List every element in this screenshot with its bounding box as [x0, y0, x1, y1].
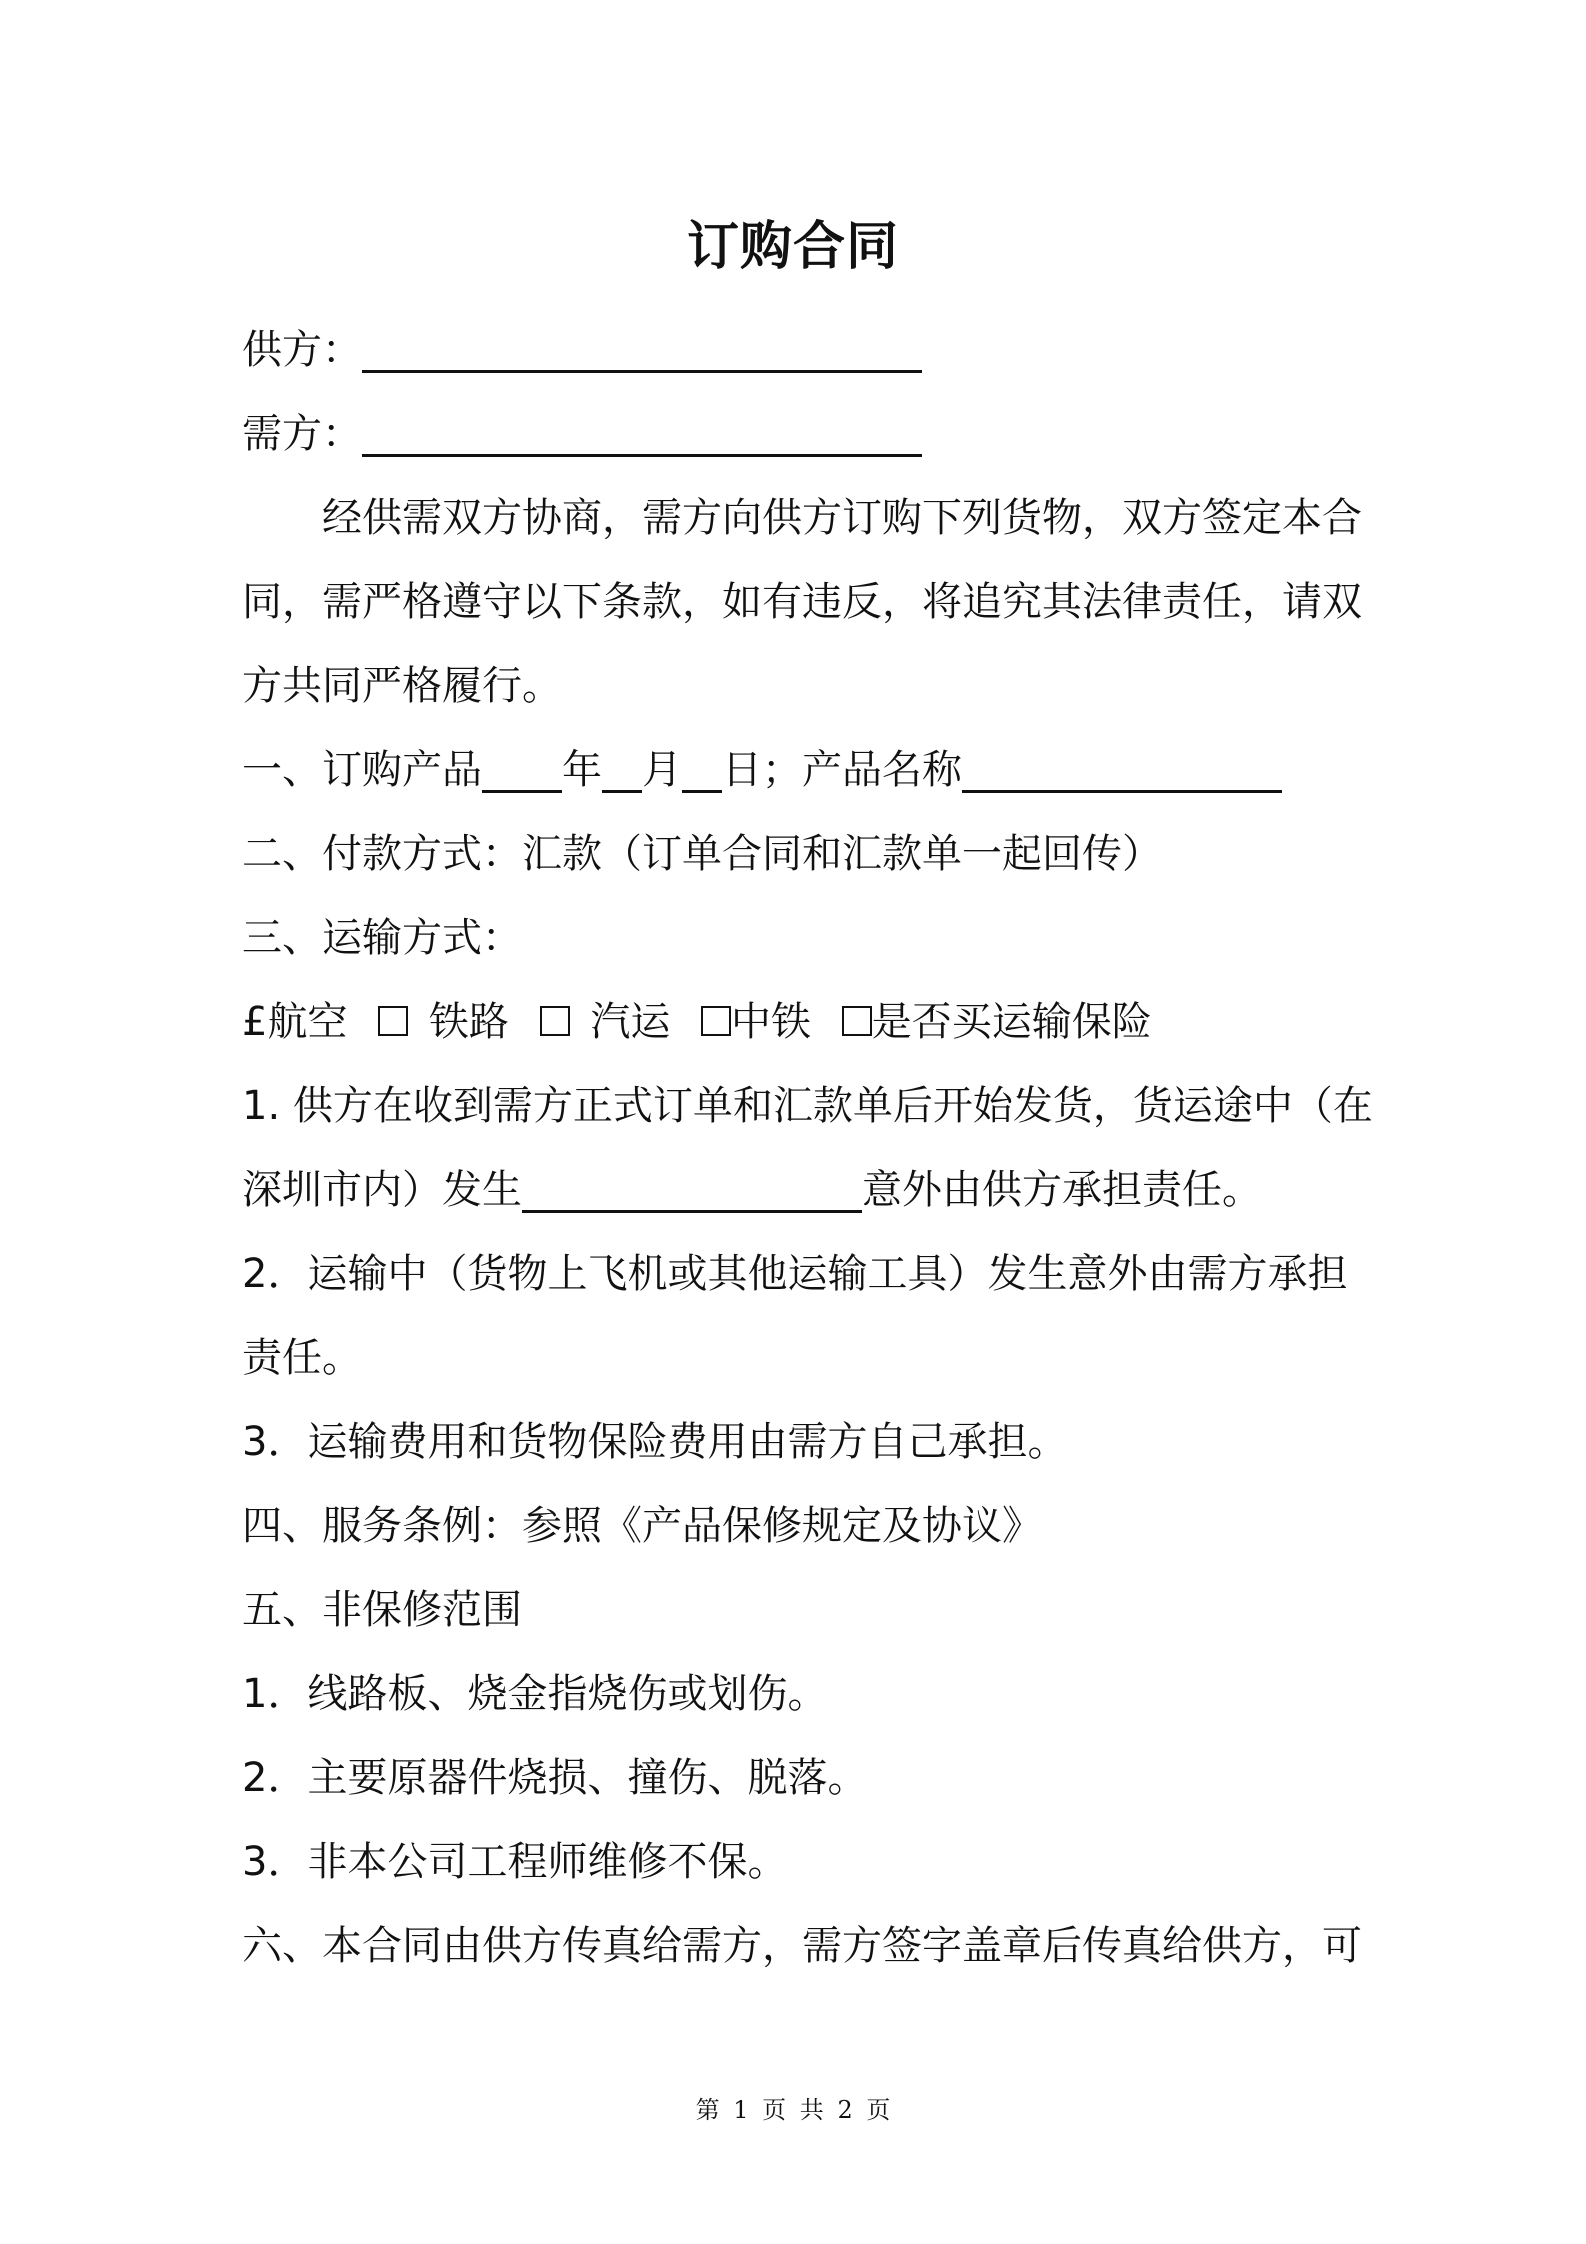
intro-line-3: 方共同严格履行。 — [242, 663, 562, 709]
buyer-line — [242, 402, 1362, 466]
air-option-label: £航空 — [242, 999, 348, 1045]
page-footer: 第 1 页 共 2 页 — [695, 2096, 891, 2124]
zhongtie-option-label: 中铁 — [731, 999, 812, 1045]
clause-3-1-line-2 — [242, 1158, 1362, 1222]
supplier-blank[interactable] — [362, 324, 922, 373]
month-label: 月 — [642, 747, 682, 793]
clause-5-3: 3．非本公司工程师维修不保。 — [242, 1839, 788, 1885]
section-4: 四、服务条例：参照《产品保修规定及协议》 — [242, 1503, 1042, 1549]
clause-3-1-prefix: 深圳市内）发生 — [242, 1167, 522, 1213]
order-year-blank[interactable] — [482, 744, 562, 793]
supplier-label: 供方： — [242, 327, 362, 373]
section-2: 二、付款方式：汇款（订单合同和汇款单一起回传） — [242, 831, 1162, 877]
section-1 — [242, 738, 1362, 802]
bus-option-label: 汽运 — [590, 999, 671, 1045]
insurance-checkbox[interactable] — [842, 1006, 872, 1036]
clause-5-2: 2．主要原器件烧损、撞伤、脱落。 — [242, 1755, 868, 1801]
document-title: 订购合同 — [686, 217, 899, 277]
clause-3-2-line-2: 责任。 — [242, 1335, 362, 1381]
product-name-blank[interactable] — [962, 744, 1282, 793]
bus-checkbox[interactable] — [540, 1006, 570, 1036]
buyer-blank[interactable] — [362, 408, 922, 457]
section-3: 三、运输方式： — [242, 915, 522, 961]
zhongtie-checkbox[interactable] — [701, 1006, 731, 1036]
insurance-option-label: 是否买运输保险 — [871, 999, 1152, 1045]
clause-3-3: 3．运输费用和货物保险费用由需方自己承担。 — [242, 1419, 1068, 1465]
year-label: 年 — [562, 747, 602, 793]
section-5: 五、非保修范围 — [242, 1587, 522, 1633]
buyer-label: 需方： — [242, 411, 362, 457]
intro-line-2: 同，需严格遵守以下条款，如有违反，将追究其法律责任，请双 — [242, 579, 1362, 625]
railway-checkbox[interactable] — [378, 1006, 408, 1036]
transport-options — [242, 990, 1362, 1054]
order-day-blank[interactable] — [682, 744, 722, 793]
section-1-prefix: 一、订购产品 — [242, 747, 482, 793]
clause-3-2-line-1: 2．运输中（货物上飞机或其他运输工具）发生意外由需方承担 — [242, 1251, 1348, 1297]
day-product-label: 日；产品名称 — [722, 747, 962, 793]
accident-blank[interactable] — [522, 1164, 862, 1213]
supplier-line — [242, 318, 1362, 382]
intro-line-1: 经供需双方协商，需方向供方订购下列货物，双方签定本合 — [322, 495, 1362, 541]
order-month-blank[interactable] — [602, 744, 642, 793]
clause-3-1-line-1: 1. 供方在收到需方正式订单和汇款单后开始发货，货运途中（在 — [242, 1083, 1373, 1129]
railway-option-label: 铁路 — [428, 999, 509, 1045]
clause-5-1: 1．线路板、烧金指烧伤或划伤。 — [242, 1671, 828, 1717]
clause-3-1-suffix: 意外由供方承担责任。 — [862, 1167, 1262, 1213]
section-6: 六、本合同由供方传真给需方，需方签字盖章后传真给供方，可 — [242, 1923, 1362, 1969]
